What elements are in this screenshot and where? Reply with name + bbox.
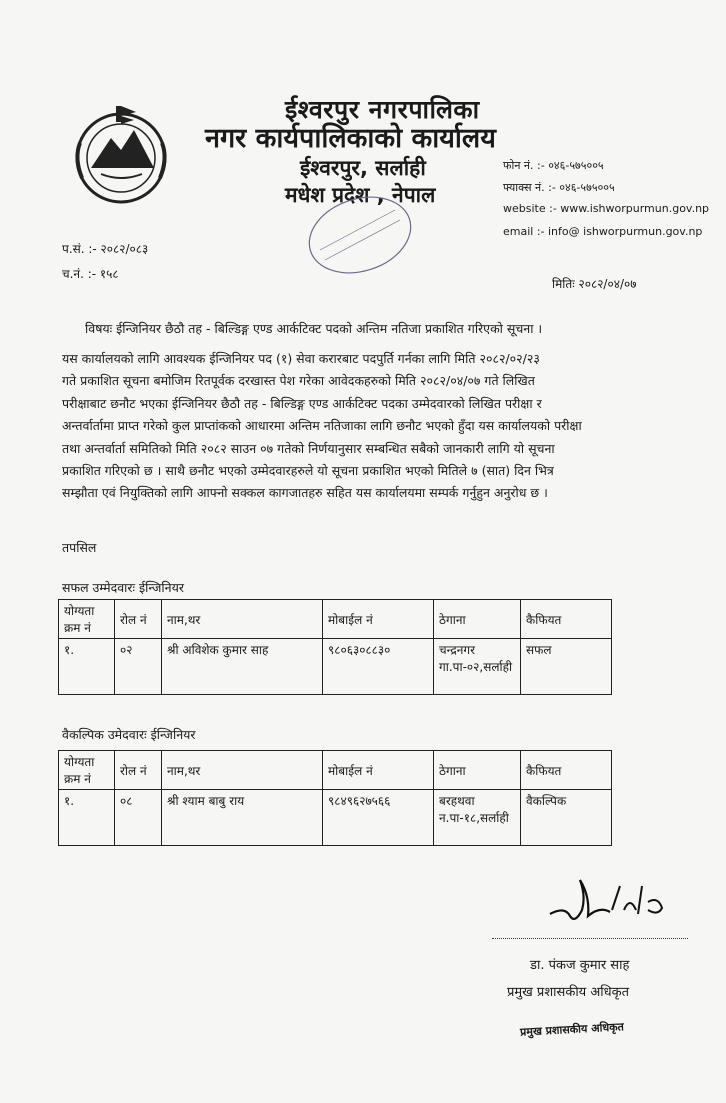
col-address: ठेगाना	[434, 751, 521, 790]
body-line: अन्तर्वार्तामा प्राप्त गरेको कुल प्राप्तांकको आधारमा अन्तिम नतिजाका लागि छनौट भएको हुँदा यस कार्यालयको परीक्षा	[62, 418, 582, 434]
alternate-section-title: वैकल्पिक उमेदवारः ईन्जिनियर	[62, 727, 196, 742]
body-line: तथा अन्तर्वार्ता समितिको मिति २०८२ साउन ०७ गतेको निर्णयानुसार सम्बन्धित सबैको जानकारी लागि यो सूचना	[62, 440, 555, 456]
office-province: मधेश प्रदेश , नेपाल	[285, 183, 436, 207]
table-header-row	[59, 600, 612, 639]
office-name: नगर कार्यपालिकाको कार्यालय	[205, 123, 496, 154]
notice-date: मितिः २०८२/०४/०७	[552, 277, 637, 291]
email: email :- info@ ishworpurmun.gov.np	[503, 225, 703, 238]
details-heading: तपसिल	[62, 540, 97, 555]
cell-roll: ०८	[115, 790, 162, 846]
cell-name: श्री अविशेक कुमार साह	[162, 639, 323, 695]
body-line: यस कार्यालयको लागि आवश्यक ईन्जिनियर पद (१) सेवा करारबाट पदपुर्ति गर्नका लागि मिति २०८२/०२/२३	[62, 351, 540, 366]
successful-section-title: सफल उम्मेदवारः ईन्जिनियर	[62, 580, 184, 595]
cell-remarks: सफल	[521, 639, 612, 695]
col-address: ठेगाना	[434, 600, 521, 639]
col-rank: योग्यता क्रम नं	[59, 600, 115, 639]
body-line: प्रकाशित गरिएको छ । साथै छनौट भएको उम्मेदवारहरुले यो सूचना प्रकाशित भएको मितिले ७ (सात) दिन भित्र	[62, 463, 554, 479]
cell-mobile: ९८४९६२७५६६	[323, 790, 434, 846]
table-row	[59, 639, 612, 695]
cell-name: श्री श्याम बाबु राय	[162, 790, 323, 846]
col-name: नाम,थर	[162, 751, 323, 790]
body-line: गते प्रकाशित सूचना बमोजिम रितपूर्वक दरखास्त पेश गरेका आवेदकहरुको मिति २०८२/०४/०७ गते लिखित	[62, 373, 535, 389]
body-line: सम्झौता एवं नियुक्तिको लागि आफ्नो सक्कल कागजातहरु सहित यस कार्यालयमा सम्पर्क गर्नुहुन अनुरोध छ ।	[62, 485, 548, 501]
alternate-table	[58, 750, 612, 846]
designation-stamp: प्रमुख प्रशासकीय अधिकृत	[519, 1020, 625, 1039]
col-mobile: मोबाईल नं	[323, 600, 434, 639]
office-location: ईश्वरपुर, सर्लाही	[300, 156, 426, 180]
col-roll: रोल नं	[115, 600, 162, 639]
subject-line: विषयः ईन्जिनियर छैठौ तह - बिल्डिङ्ग एण्ड आर्कटिक्ट पदको अन्तिम नतिजा प्रकाशित गरिएको सूचना ।	[85, 321, 543, 336]
municipality-emblem	[66, 98, 176, 208]
signature-line	[492, 938, 688, 939]
signatory-designation: प्रमुख प्रशासकीय अधिकृत	[507, 985, 630, 1000]
notice-body	[62, 348, 666, 505]
successful-table	[58, 599, 612, 695]
cell-rank: १.	[59, 790, 115, 846]
phone-number: फोन नं. :- ०४६-५७५००५	[503, 159, 604, 172]
cell-mobile: ९८०६३०८८३०	[323, 639, 434, 695]
cell-roll: ०२	[115, 639, 162, 695]
col-roll: रोल नं	[115, 751, 162, 790]
fax-number: फ्याक्स नं. :- ०४६-५७५००५	[503, 181, 615, 194]
office-stamp	[300, 190, 420, 280]
reference-number: प.सं. :- २०८२/०८३	[62, 242, 149, 256]
handwritten-signature	[540, 866, 690, 936]
website: website :- www.ishworpurmun.gov.np	[503, 202, 710, 215]
table-row	[59, 790, 612, 846]
col-mobile: मोबाईल नं	[323, 751, 434, 790]
body-line: परीक्षाबाट छनौट भएका ईन्जिनियर छैठौ तह - बिल्डिङ्ग एण्ड आर्कटिक्ट पदका उम्मेदवारको लिखित परीक्षा र	[62, 395, 542, 411]
org-name: ईश्वरपुर नगरपालिका	[285, 95, 480, 124]
signatory-name: डा. पंकज कुमार साह	[530, 958, 630, 973]
col-remarks: कैफियत	[521, 600, 612, 639]
col-rank: योग्यता क्रम नं	[59, 751, 115, 790]
col-name: नाम,थर	[162, 600, 323, 639]
col-remarks: कैफियत	[521, 751, 612, 790]
table-header-row	[59, 751, 612, 790]
cell-remarks: वैकल्पिक	[521, 790, 612, 846]
cell-address: चन्द्रनगर गा.पा-०२,सर्लाही	[434, 639, 521, 695]
cell-address: बरहथवा न.पा-१८,सर्लाही	[434, 790, 521, 846]
cell-rank: १.	[59, 639, 115, 695]
dispatch-number: च.नं. :- १५८	[62, 267, 119, 281]
